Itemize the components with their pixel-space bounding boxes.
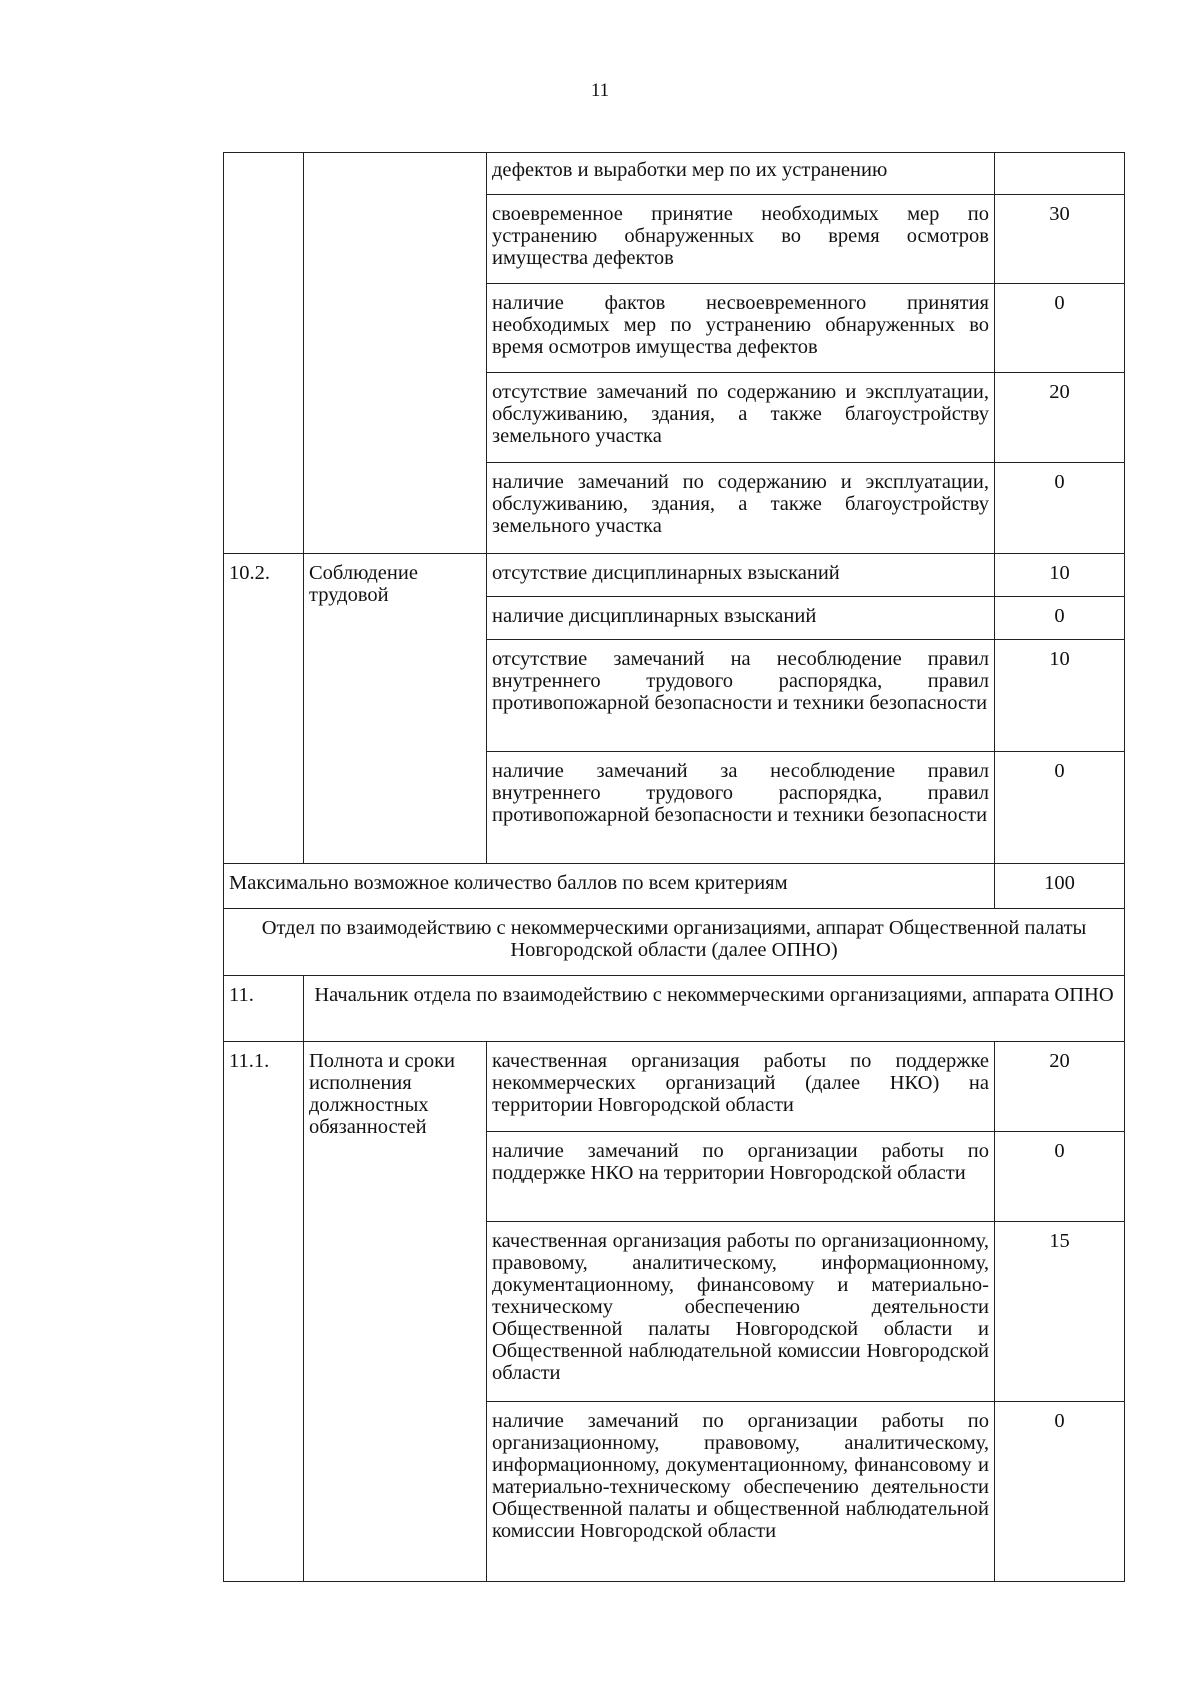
indicator-description: отсутствие замечаний на несоблюдение правил внутреннего трудового распорядка, правил противопожарной безопасности и техники безопасности [487,640,995,752]
indicator-description: отсутствие дисциплинарных взысканий [487,554,995,597]
criterion-name: Полнота и сроки исполнения должностных обязанностей [304,1042,487,1582]
score-cell: 0 [995,1402,1125,1582]
table-row [224,909,1125,976]
indicator-description: наличие фактов несвоевременного принятия необходимых мер по устранению обнаруженных во время осмотров имущества дефектов [487,284,995,373]
table-row [224,976,1125,1042]
score-cell: 20 [995,1042,1125,1132]
indicator-description: дефектов и выработки мер по их устранению [487,153,995,195]
score-cell: 10 [995,554,1125,597]
indicator-description: наличие замечаний по организации работы по организационному, правовому, аналитическому, информационному, документационному, финансовому и материально-техническому обеспечению деятельности Общественной палаты и общественной наблюдательной комиссии Новгородской области [487,1402,995,1582]
table-row [224,554,1125,597]
position-title: Начальник отдела по взаимодействию с некоммерческими организациями, аппарата ОПНО [304,976,1125,1042]
table-row [224,864,1125,909]
criterion-name-cell [304,153,487,554]
indicator-description: наличие замечаний за несоблюдение правил внутреннего трудового распорядка, правил противопожарной безопасности и техники безопасности [487,752,995,864]
score-cell: 20 [995,373,1125,463]
max-score-label: Максимально возможное количество баллов по всем критериям [224,864,995,909]
max-score-value: 100 [995,864,1125,909]
number-cell [224,153,304,554]
criterion-number: 11.1. [224,1042,304,1582]
score-cell: 0 [995,463,1125,554]
indicator-description: отсутствие замечаний по содержанию и эксплуатации, обслуживанию, здания, а также благоустройству земельного участка [487,373,995,463]
score-cell: 10 [995,640,1125,752]
indicator-description: качественная организация работы по организационному, правовому, аналитическому, информационному, документационному, финансовому и материально-техническому обеспечению деятельности Общественной палаты Новгородской области и Общественной наблюдательной комиссии Новгородской области [487,1222,995,1402]
position-number: 11. [224,976,304,1042]
table-row [224,1042,1125,1132]
indicator-description: наличие замечаний по организации работы по поддержке НКО на территории Новгородской области [487,1132,995,1222]
criterion-name: Соблюдение трудовой [304,554,487,864]
criterion-number: 10.2. [224,554,304,864]
score-cell: 30 [995,195,1125,284]
score-cell: 0 [995,284,1125,373]
indicator-description: своевременное принятие необходимых мер по устранению обнаруженных во время осмотров имущества дефектов [487,195,995,284]
table-row [224,153,1125,195]
score-cell: 0 [995,1132,1125,1222]
department-title: Отдел по взаимодействию с некоммерческими организациями, аппарат Общественной палаты Новгородской области (далее ОПНО) [224,909,1125,976]
score-cell: 0 [995,752,1125,864]
indicator-description: качественная организация работы по поддержке некоммерческих организаций (далее НКО) на территории Новгородской области [487,1042,995,1132]
indicator-description: наличие замечаний по содержанию и эксплуатации, обслуживанию, здания, а также благоустройству земельного участка [487,463,995,554]
criteria-table [223,152,1125,1582]
indicator-description: наличие дисциплинарных взысканий [487,597,995,640]
score-cell: 0 [995,597,1125,640]
score-cell: 15 [995,1222,1125,1402]
page-number: 11 [590,80,610,101]
score-cell [995,153,1125,195]
